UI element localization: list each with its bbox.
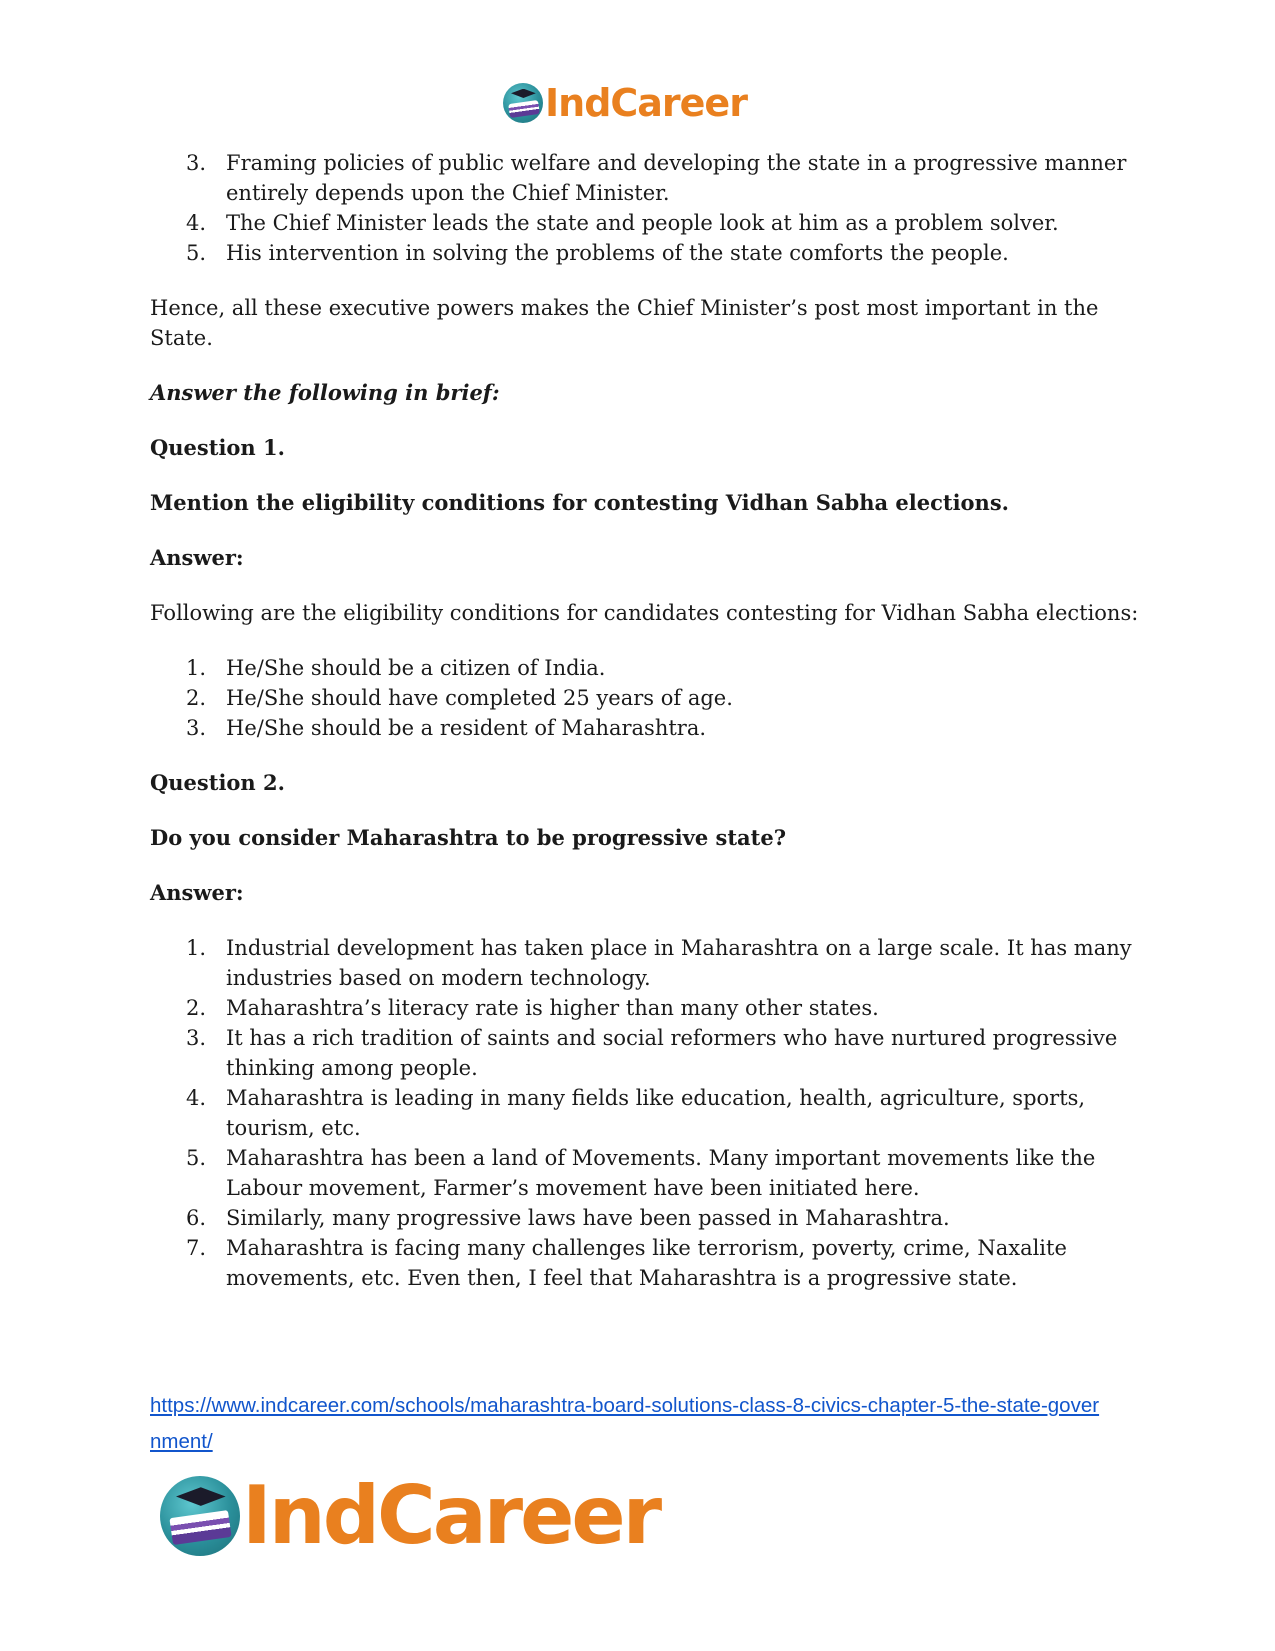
answer-2-list <box>150 933 1140 1293</box>
list-item: 7. Maharashtra is facing many challenges like terrorism, poverty, crime, Naxalite movements, etc. Even then, I feel that Maharashtra is a progressive state. <box>186 1236 1067 1290</box>
source-url-link[interactable]: https://www.indcareer.com/schools/maharashtra-board-solutions-class-8-civics-chapter-5-the-state-government/ <box>150 1394 1100 1453</box>
header-logo <box>503 78 747 128</box>
list-item: 5. Maharashtra has been a land of Movements. Many important movements like the Labour movement, Farmer’s movement have been initiated here. <box>186 1146 1096 1200</box>
list-item: 6. Similarly, many progressive laws have been passed in Maharashtra. <box>186 1206 950 1230</box>
list-item: 4. Maharashtra is leading in many fields like education, health, agriculture, sports, tourism, etc. <box>186 1086 1086 1140</box>
question-2-label: Question 2. <box>150 770 285 795</box>
list-item: 5. His intervention in solving the problems of the state comforts the people. <box>186 241 1009 265</box>
answer-1-intro: Following are the eligibility conditions for candidates contesting for Vidhan Sabha elections: <box>150 601 1139 625</box>
list-item: 3. Framing policies of public welfare and developing the state in a progressive manner entirely depends upon the Chief Minister. <box>186 151 1127 205</box>
list-item: 3. It has a rich tradition of saints and social reformers who have nurtured progressive thinking among people. <box>186 1026 1118 1080</box>
answer-2-label: Answer: <box>150 880 244 905</box>
graduation-cap-book-icon <box>160 1476 240 1556</box>
answer-1-list <box>150 653 1140 743</box>
list-item: 2. He/She should have completed 25 years of age. <box>186 686 733 710</box>
list-item: 1. Industrial development has taken place in Maharashtra on a large scale. It has many industries based on modern technology. <box>186 936 1132 990</box>
question-1-label: Question 1. <box>150 435 285 460</box>
list-item: 2. Maharashtra’s literacy rate is higher than many other states. <box>186 996 879 1020</box>
section-heading: Answer the following in brief: <box>150 380 500 405</box>
question-1-text: Mention the eligibility conditions for contesting Vidhan Sabha elections. <box>150 490 1009 515</box>
question-2-text: Do you consider Maharashtra to be progressive state? <box>150 825 786 850</box>
document-body <box>150 148 1140 1318</box>
list-item: 4. The Chief Minister leads the state and people look at him as a problem solver. <box>186 211 1059 235</box>
continued-list <box>150 148 1140 268</box>
footer-logo-text: IndCareer <box>242 1469 660 1562</box>
conclusion-paragraph: Hence, all these executive powers makes the Chief Minister’s post most important in the State. <box>150 296 1099 350</box>
list-item: 3. He/She should be a resident of Maharashtra. <box>186 716 707 740</box>
list-item: 1. He/She should be a citizen of India. <box>186 656 606 680</box>
footer-logo <box>160 1468 659 1564</box>
header-logo-text: IndCareer <box>545 81 747 125</box>
answer-1-label: Answer: <box>150 545 244 570</box>
graduation-cap-book-icon <box>503 83 543 123</box>
